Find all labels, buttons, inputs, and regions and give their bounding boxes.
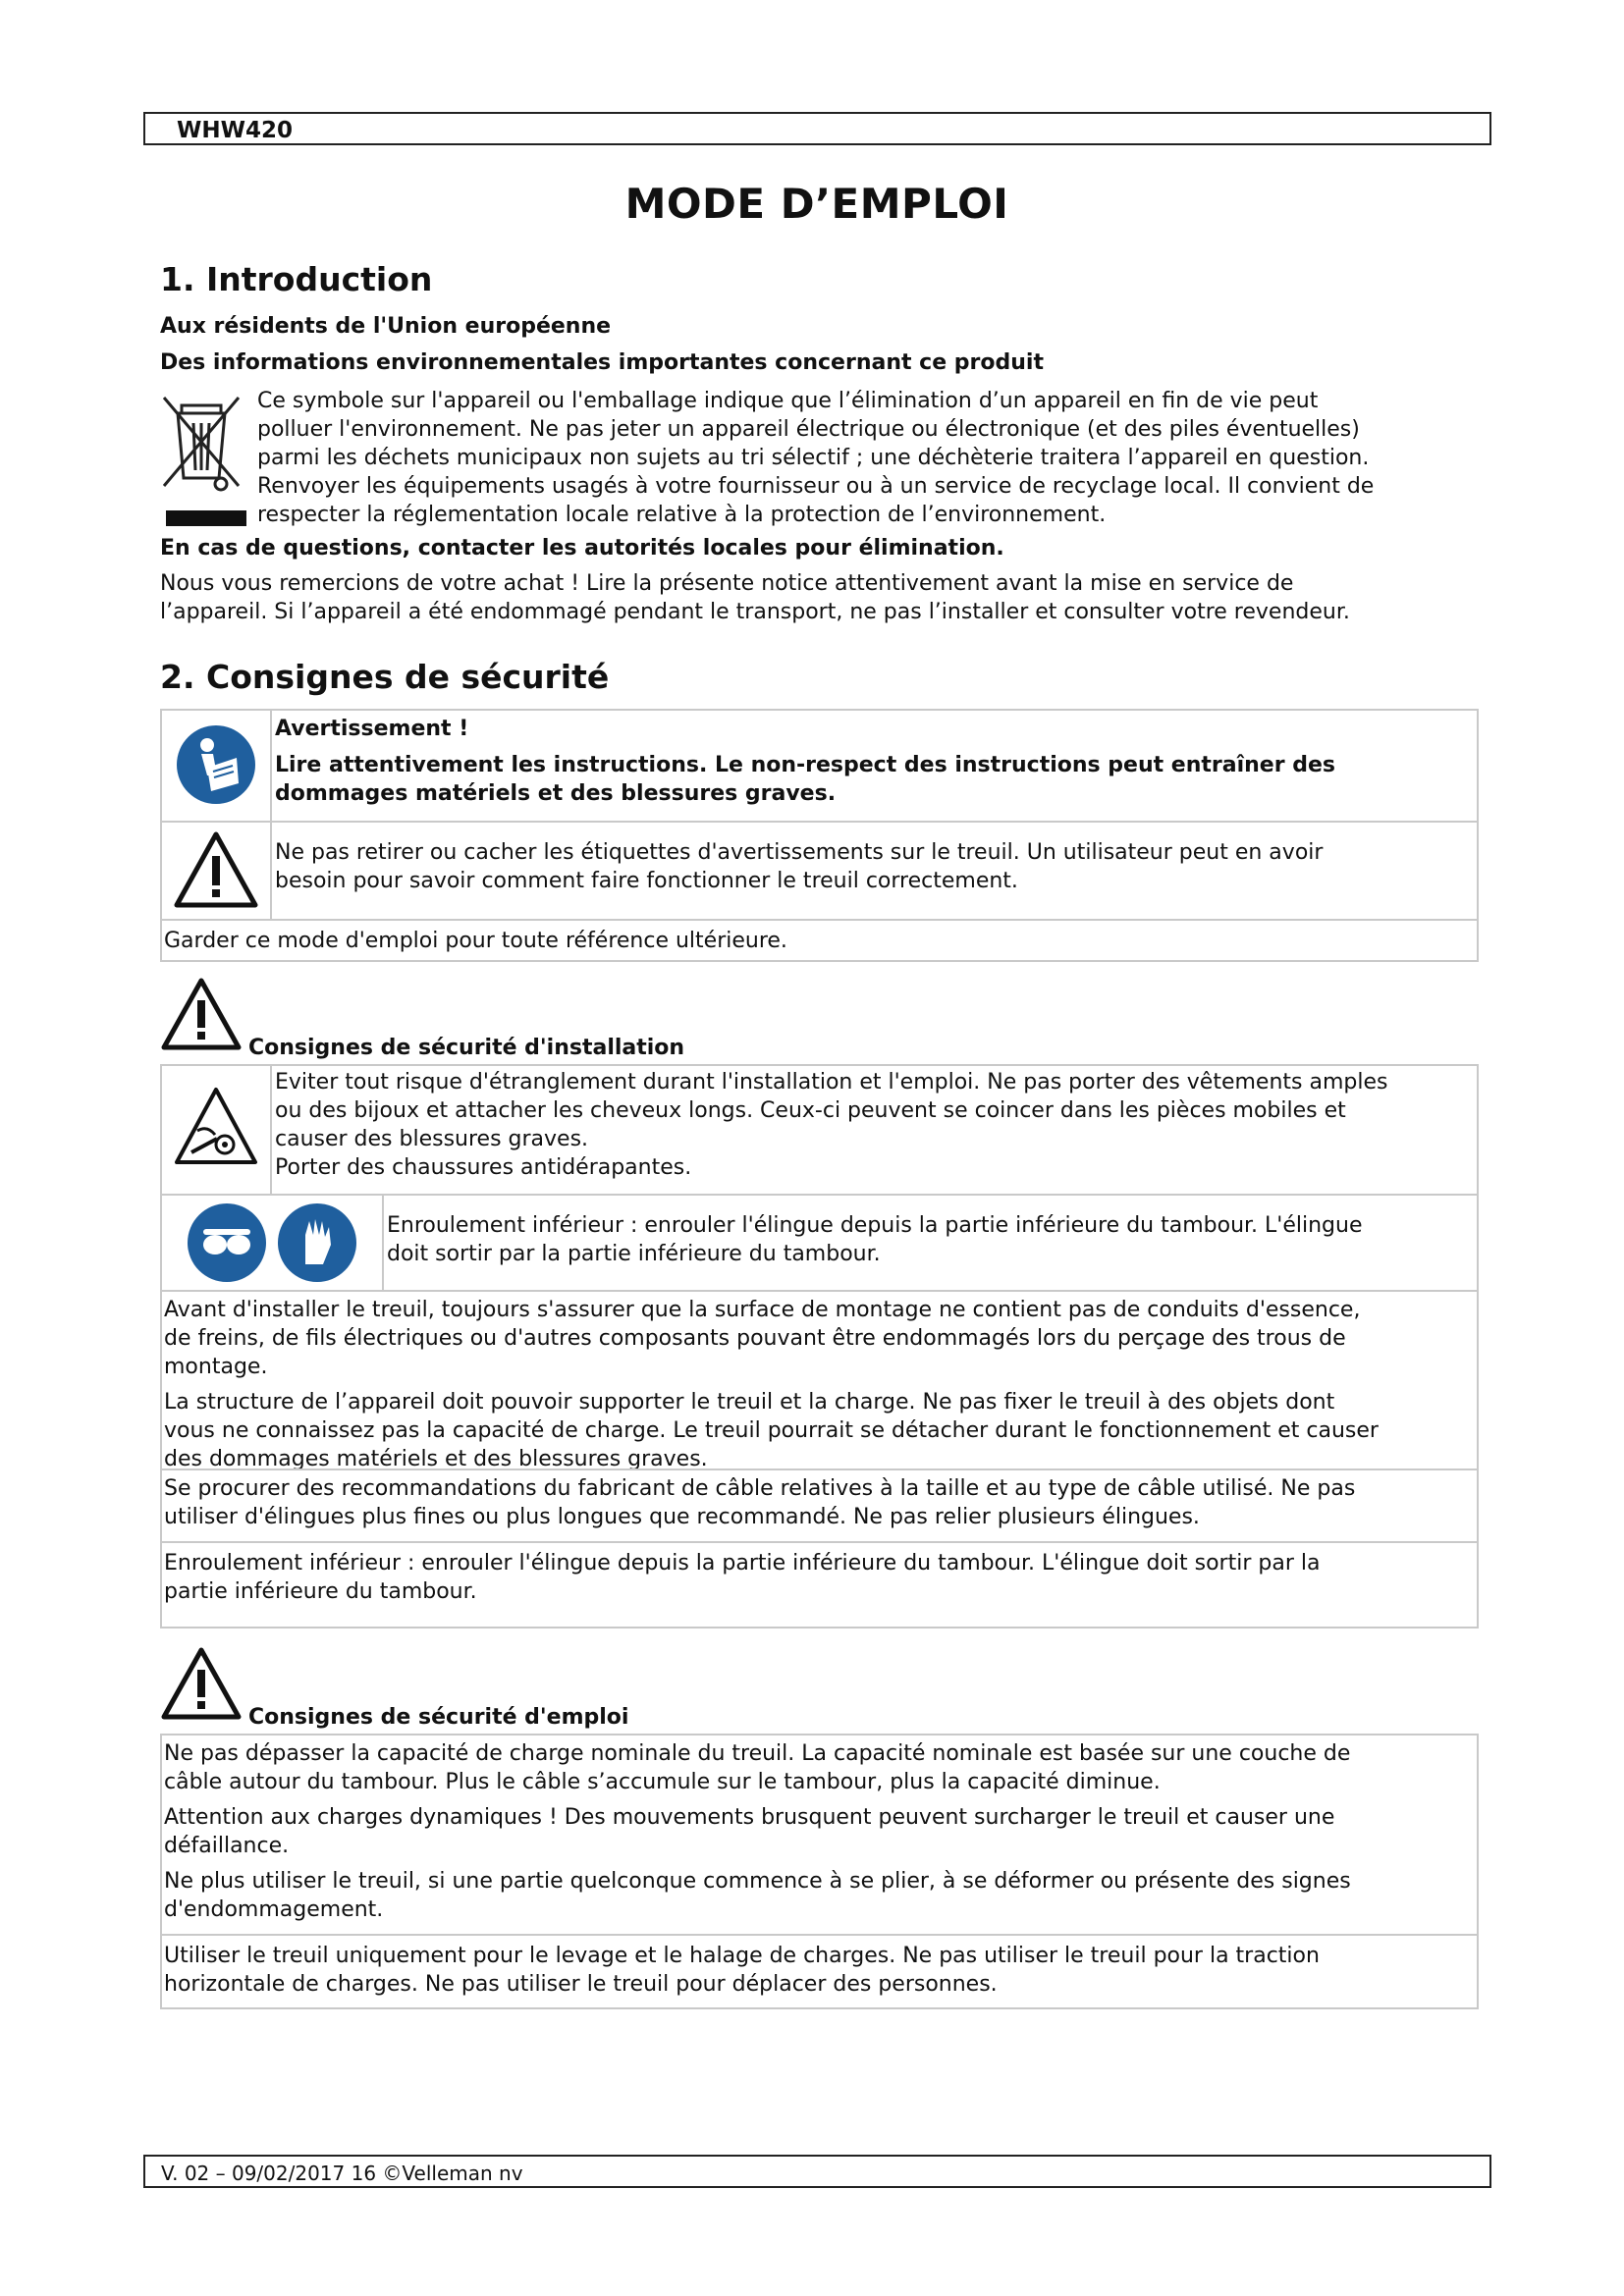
- weee-line: respecter la réglementation locale relative à la protection de l’environnement.: [257, 503, 1107, 527]
- header-bar: [143, 112, 1491, 145]
- labels-row: [162, 821, 1477, 919]
- purpose-row: [162, 1934, 1477, 2007]
- capacity-line: câble autour du tambour. Plus le câble s’accumule sur le tambour, plus la capacité diminue.: [164, 1770, 1161, 1794]
- entanglement-line: Eviter tout risque d'étranglement durant l'installation et l'emploi. Ne pas porter des vêtements amples: [275, 1070, 1388, 1095]
- keep-row: [162, 919, 1477, 962]
- contact-note: En cas de questions, contacter les autorités locales pour élimination.: [160, 536, 1004, 561]
- warning-title: Avertissement !: [275, 717, 469, 741]
- ppe-row: [162, 1194, 1477, 1290]
- entanglement-row: [162, 1066, 1477, 1194]
- cable-row: [162, 1468, 1477, 1541]
- installation-warning-icon: [160, 975, 243, 1053]
- warning-line: Lire attentivement les instructions. Le non-respect des instructions peut entraîner des: [275, 753, 1335, 777]
- weee-paragraph: [257, 387, 1374, 529]
- gloves-icon: [162, 1196, 382, 1290]
- entanglement-line: Porter des chaussures antidérapantes.: [275, 1155, 692, 1180]
- safety-heading: 2. Consignes de sécurité: [160, 658, 610, 696]
- entanglement-text: [275, 1068, 1387, 1182]
- winding-line: Enroulement inférieur : enrouler l'élingue depuis la partie inférieure du tambour. L'élingue doit sortir par la: [164, 1551, 1321, 1575]
- weee-line: polluer l'environnement. Ne pas jeter un appareil électrique ou électronique (et des piles éventuelles): [257, 417, 1360, 442]
- thanks-line: Nous vous remercions de votre achat ! Lire la présente notice attentivement avant la mise en service de: [160, 571, 1294, 596]
- purpose-line: horizontale de charges. Ne pas utiliser le treuil pour déplacer des personnes.: [164, 1972, 998, 1997]
- model-number: WHW420: [177, 118, 293, 143]
- usage-warning-icon: [160, 1644, 243, 1723]
- warning-triangle-icon: [162, 823, 270, 917]
- structure-line: des dommages matériels et des blessures graves.: [164, 1447, 708, 1471]
- dynamic-line: Attention aux charges dynamiques ! Des mouvements brusquent peuvent surcharger le treuil et causer une: [164, 1805, 1335, 1830]
- introduction-heading: 1. Introduction: [160, 260, 433, 298]
- capacity-text: [164, 1739, 1351, 1924]
- environment-subheading: Des informations environnementales importantes concernant ce produit: [160, 350, 1044, 375]
- thanks-paragraph: [160, 569, 1350, 626]
- labels-line: Ne pas retirer ou cacher les étiquettes d'avertissements sur le treuil. Un utilisateur peut en avoir: [275, 840, 1324, 865]
- usage-heading: Consignes de sécurité d'emploi: [248, 1705, 629, 1730]
- mounting-row: [162, 1290, 1477, 1471]
- installation-table: [160, 1064, 1479, 1629]
- eu-residents-subheading: Aux résidents de l'Union européenne: [160, 314, 612, 339]
- footer-text: V. 02 – 09/02/2017 16 ©Velleman nv: [161, 2162, 523, 2185]
- installation-heading: Consignes de sécurité d'installation: [248, 1036, 685, 1060]
- document-title: MODE D’EMPLOI: [624, 180, 1009, 228]
- entanglement-line: ou des bijoux et attacher les cheveux longs. Ceux-ci peuvent se coincer dans les pièces mobiles et: [275, 1098, 1346, 1123]
- footer-bar: [143, 2155, 1491, 2188]
- damage-line: d'endommagement.: [164, 1897, 384, 1922]
- entanglement-line: causer des blessures graves.: [275, 1127, 589, 1151]
- capacity-row: [162, 1735, 1477, 1934]
- capacity-line: Ne pas dépasser la capacité de charge nominale du treuil. La capacité nominale est basée sur une couche de: [164, 1741, 1351, 1766]
- entanglement-icon: [162, 1066, 270, 1194]
- mounting-line: Avant d'installer le treuil, toujours s'assurer que la surface de montage ne contient pas de conduits d'essence,: [164, 1298, 1361, 1322]
- icon-cell: [162, 823, 272, 919]
- mounting-line: montage.: [164, 1355, 268, 1379]
- warning-row: [162, 711, 1477, 821]
- icon-cell: [162, 1196, 384, 1290]
- structure-line: vous ne connaissez pas la capacité de charge. Le treuil pourrait se détacher durant le fonctionnement et causer: [164, 1418, 1379, 1443]
- ppe-text: [387, 1211, 1362, 1268]
- ppe-line: Enroulement inférieur : enrouler l'élingue depuis la partie inférieure du tambour. L'élingue: [387, 1213, 1363, 1238]
- dynamic-line: défaillance.: [164, 1834, 290, 1858]
- usage-table: [160, 1734, 1479, 2009]
- weee-line: Renvoyer les équipements usagés à votre fournisseur ou à un service de recyclage local. Il convient de: [257, 474, 1375, 499]
- ppe-line: doit sortir par la partie inférieure du tambour.: [387, 1242, 881, 1266]
- purpose-text: [164, 1942, 1320, 1999]
- mounting-text: [164, 1296, 1379, 1473]
- icon-cell: [162, 711, 272, 821]
- winding-row: [162, 1541, 1477, 1627]
- structure-line: La structure de l’appareil doit pouvoir supporter le treuil et la charge. Ne pas fixer le treuil à des objets dont: [164, 1390, 1335, 1415]
- mounting-line: de freins, de fils électriques ou d'autres composants pouvant être endommagés lors du perçage des trous de: [164, 1326, 1346, 1351]
- icon-cell: [162, 1066, 272, 1194]
- weee-line: Ce symbole sur l'appareil ou l'emballage indique que l’élimination d’un appareil en fin de vie peut: [257, 389, 1319, 413]
- winding-text: [164, 1549, 1320, 1606]
- safety-table: [160, 709, 1479, 962]
- thanks-line: l’appareil. Si l’appareil a été endommagé pendant le transport, ne pas l’installer et consulter votre revendeur.: [160, 600, 1350, 624]
- labels-text: [275, 838, 1323, 895]
- damage-line: Ne plus utiliser le treuil, si une partie quelconque commence à se plier, à se déformer ou présente des signes: [164, 1869, 1351, 1894]
- cable-line: utiliser d'élingues plus fines ou plus longues que recommandé. Ne pas relier plusieurs élingues.: [164, 1505, 1200, 1529]
- weee-bin-icon: [160, 388, 248, 535]
- winding-line: partie inférieure du tambour.: [164, 1579, 477, 1604]
- cable-text: [164, 1474, 1355, 1531]
- purpose-line: Utiliser le treuil uniquement pour le levage et le halage de charges. Ne pas utiliser le treuil pour la traction: [164, 1944, 1320, 1968]
- keep-text: Garder ce mode d'emploi pour toute référence ultérieure.: [164, 929, 787, 953]
- cable-line: Se procurer des recommandations du fabricant de câble relatives à la taille et au type de câble utilisé. Ne pas: [164, 1476, 1356, 1501]
- warning-line: dommages matériels et des blessures graves.: [275, 781, 837, 806]
- weee-line: parmi les déchets municipaux non sujets au tri sélectif ; une déchèterie traitera l’appareil en question.: [257, 446, 1370, 470]
- labels-line: besoin pour savoir comment faire fonctionner le treuil correctement.: [275, 869, 1018, 893]
- read-manual-icon: [162, 711, 270, 819]
- warning-text: [275, 715, 1335, 808]
